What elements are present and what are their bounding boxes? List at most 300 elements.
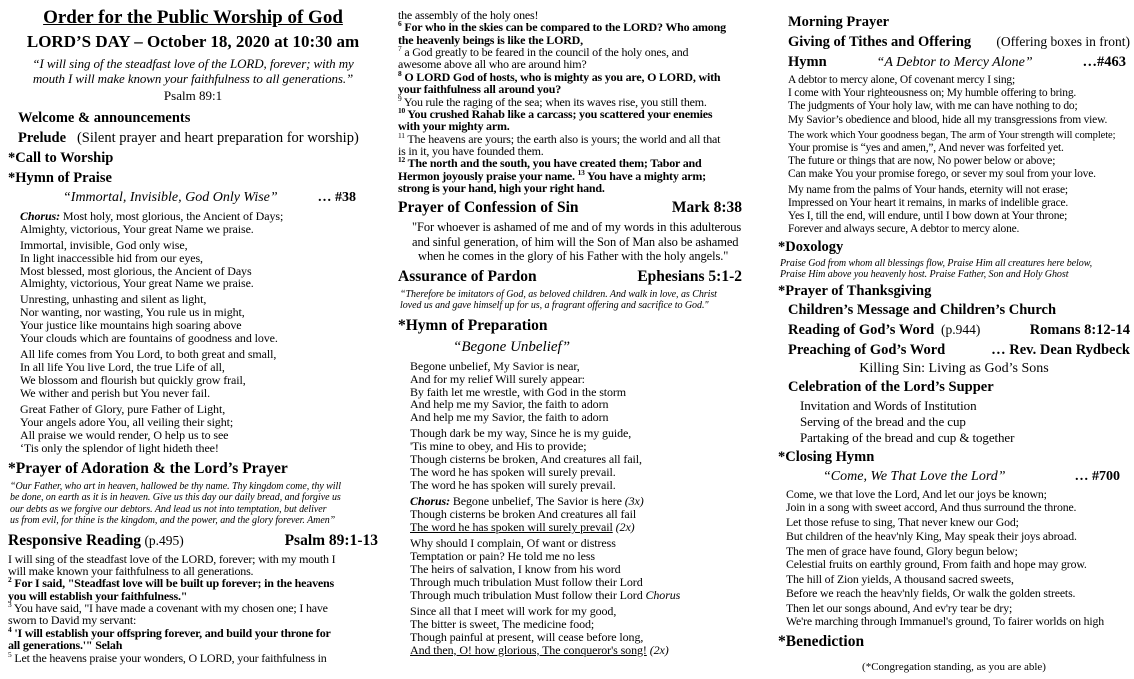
hymn-verse [778, 602, 1130, 628]
text-segment: (3x) [624, 494, 644, 509]
text-group [453, 339, 570, 355]
text-segment: Let the heavens praise your wonders, O LORD, your faithfulness in [11, 650, 327, 665]
doxology-text [778, 258, 1130, 281]
text-segment: All praise we would render, O help us to see [20, 427, 229, 442]
text-segment: Your justice like mountains high soaring above [20, 318, 242, 333]
text-group [8, 532, 184, 551]
text-line [786, 558, 1130, 571]
sermon-title [778, 361, 1130, 377]
text-segment: the assembly of the holy ones! [398, 8, 539, 22]
text-segment: 'Tis mine to obey, and His to provide; [410, 439, 587, 454]
text-group [778, 283, 931, 299]
text-segment: is in it, you have founded them. [398, 143, 544, 158]
text-group [823, 468, 1006, 486]
text-segment: I will sing of the steadfast love of the LORD, forever; with my mouth I [8, 551, 336, 566]
middle-column [398, 7, 780, 679]
hymn-verse [8, 239, 378, 291]
text-segment: Forever and always secure, A debtor to mercy alone. [788, 223, 1020, 236]
text-segment: be done, on earth as it is in heaven. Give us this day our daily bread, and forgive us [10, 492, 341, 504]
text-segment: Let those refuse to sing, That never knew our God; [786, 515, 1019, 530]
text-segment: 8 [398, 68, 402, 78]
text-segment: 13 [577, 167, 585, 177]
assurance-heading [398, 268, 780, 287]
text-line [800, 430, 1130, 446]
text-segment: Welcome & announcements [18, 109, 191, 126]
hymn-verse [778, 129, 1130, 182]
text-segment: Almighty, victorious, Your great Name we praise. [20, 221, 254, 236]
text-segment: Great Father of Glory, pure Father of Light, [20, 402, 226, 417]
text-segment: *Closing Hymn [778, 448, 875, 465]
text-group [18, 130, 359, 146]
text-segment: Children’s Message and Children’s Church [788, 302, 1057, 319]
reading-heading [778, 322, 1130, 340]
text-group [778, 239, 843, 255]
text-segment: Romans 8:12-14 [1029, 322, 1130, 339]
doc-title [8, 7, 378, 29]
text-segment: (p.944) [934, 322, 981, 338]
text-segment: We wither and perish but You never fail. [20, 386, 210, 401]
morning-prayer-heading [778, 14, 1130, 32]
text-segment: the heavenly beings is like the LORD, [398, 32, 583, 47]
text-line [410, 521, 780, 534]
text-segment: (*Congregation standing, as you are able) [862, 661, 1046, 674]
text-segment: Hermon joyously praise your name. [398, 168, 578, 183]
text-segment: “A Debtor to Mercy Alone” [876, 54, 1033, 70]
text-segment: Prelude [18, 129, 67, 146]
text-segment: Though cisterns be broken And creatures all fail [410, 507, 637, 522]
lords-supper-heading [778, 379, 1130, 397]
text-segment: (2x) [615, 520, 635, 535]
text-group [318, 189, 357, 207]
text-segment: …#463 [1082, 53, 1126, 70]
hymn-verse [778, 184, 1130, 237]
hymn-verse [398, 360, 780, 425]
text-segment: Morning Prayer [788, 14, 890, 30]
text-group [862, 661, 1046, 673]
text-line [20, 332, 378, 345]
lords-supper-items [778, 398, 1130, 446]
text-group [778, 449, 874, 465]
text-segment: Psalm 89:1 [163, 87, 223, 103]
text-line [786, 587, 1130, 600]
text-line [400, 300, 780, 312]
text-line [788, 168, 1130, 181]
text-segment: Killing Sin: Living as God’s Sons [859, 361, 1049, 377]
text-segment: The men of grace have found, Glory begun below; [786, 543, 1018, 558]
text-segment: your faithfulness all around you? [398, 82, 561, 97]
text-line [20, 442, 378, 455]
text-line [788, 87, 1130, 100]
text-segment: The word he has spoken will surely prevail. [410, 465, 616, 480]
text-line [780, 258, 1130, 270]
text-line [788, 155, 1130, 168]
text-line [10, 492, 378, 504]
text-segment: 6 [398, 19, 402, 29]
text-segment: I come with Your righteousness on; My humble offering to bring. [788, 87, 1077, 100]
text-line [788, 100, 1130, 113]
text-segment: Almighty, victorious, Your great Name we praise. [20, 276, 254, 291]
text-group [788, 379, 994, 395]
text-segment: with your mighty arm. [398, 119, 510, 134]
text-segment: Preaching of God’s Word [788, 342, 946, 359]
text-line [410, 589, 780, 602]
text-segment: Nor wanting, nor wasting, You rule us in might, [20, 305, 245, 320]
text-group [8, 460, 288, 477]
benediction-heading [778, 633, 1130, 652]
text-segment: (2x) [649, 642, 669, 657]
text-segment: Hymn [788, 53, 827, 70]
responsive-reading-heading [8, 532, 378, 551]
text-segment: Temptation or pain? He told me no less [410, 548, 595, 563]
text-segment: The hill of Zion yields, A thousand sacred sweets, [786, 572, 1014, 587]
text-line [788, 210, 1130, 223]
text-line [8, 71, 378, 86]
text-segment: Come, we that love the Lord, And let our joys be known; [786, 487, 1047, 502]
text-line [10, 504, 378, 516]
text-segment: … #38 [317, 189, 356, 205]
hymn-title-immortal-invisible [8, 189, 378, 207]
text-group [398, 199, 579, 218]
text-line [786, 615, 1130, 628]
text-line [800, 414, 1130, 430]
hymn-of-preparation-heading [398, 317, 780, 336]
text-segment: You have a mighty arm; [584, 168, 706, 183]
text-segment: Giving of Tithes and Offering [788, 33, 972, 50]
text-segment: awesome above all who are around him? [398, 57, 587, 72]
hymn-verse [778, 545, 1130, 571]
text-group [788, 342, 945, 360]
hymn-verse [778, 74, 1130, 127]
text-segment: For who in the skies can be compared to the LORD? Who among [401, 20, 726, 35]
text-group [8, 170, 112, 186]
text-segment: mouth I will make known your faithfulness to all generations.” [32, 71, 354, 87]
text-segment: Psalm 89:1-13 [284, 531, 378, 549]
hymn-verse [778, 573, 1130, 599]
text-segment: 9 [398, 93, 402, 103]
text-line [20, 277, 378, 290]
confession-text [398, 220, 780, 263]
hymn-verse [398, 427, 780, 492]
text-segment: Invitation and Words of Institution [800, 398, 977, 414]
text-segment: … #700 [1074, 468, 1120, 484]
text-segment: all generations.'" Selah [8, 638, 123, 653]
text-segment: The heavens are yours; the earth also is yours; the world and all that [404, 131, 721, 146]
text-group [788, 54, 827, 72]
text-group [827, 54, 1083, 72]
text-group [1075, 468, 1121, 486]
text-line [780, 269, 1130, 281]
text-segment: Though cisterns be broken, And creatures all fail, [410, 452, 642, 467]
text-segment: Reading of God’s Word [788, 322, 935, 339]
text-group [285, 532, 378, 551]
text-segment: Mark 8:38 [671, 199, 742, 217]
text-segment: All life comes from You Lord, to both great and small, [20, 347, 277, 362]
welcome-heading [8, 110, 378, 128]
text-group [398, 268, 537, 287]
text-segment: will make known your faithfulness to all generations. [8, 564, 254, 579]
text-segment: “I will sing of the steadfast love of the LORD, forever; with my [32, 56, 354, 71]
text-segment: The work which Your goodness began, The arm of Your strength will complete; [788, 129, 1116, 141]
text-segment: We blossom and flourish but quickly grow frail, [20, 373, 246, 388]
call-to-worship-heading [8, 150, 378, 168]
text-group [788, 14, 889, 30]
offering-heading [778, 34, 1130, 52]
text-segment: 10 [398, 105, 406, 115]
text-segment: 11 [398, 130, 405, 140]
text-segment: *Call to Worship [8, 149, 114, 166]
text-segment: The word he has spoken will surely prevail [410, 520, 613, 535]
text-segment: And help me my Savior, the faith to adorn [410, 410, 609, 425]
text-segment: Partaking of the bread and cup & together [800, 430, 1015, 446]
text-segment: Can make You your promise forego, or sever my soul from your love. [788, 168, 1096, 181]
text-line [788, 142, 1130, 155]
preaching-heading [778, 342, 1130, 360]
text-group [859, 361, 1048, 376]
text-segment: Though painful at present, will cease before long, [410, 629, 644, 644]
text-segment: For I said, "Steadfast love will be built up forever; in the heavens [11, 576, 334, 591]
text-segment: 2 [8, 575, 12, 585]
text-group [8, 150, 113, 166]
text-group [788, 322, 980, 340]
text-segment: sworn to David my servant: [8, 613, 137, 628]
text-segment: “Begone Unbelief” [453, 338, 571, 355]
prelude-heading [8, 130, 378, 148]
text-line [410, 479, 780, 492]
text-segment: Chorus: [20, 208, 60, 223]
text-segment: 5 [8, 649, 12, 659]
lords-prayer-text [8, 481, 378, 527]
text-segment: My Savior’s obedience and blood, hide all my transgressions from view. [788, 113, 1108, 126]
text-segment: Ephesians 5:1-2 [637, 268, 742, 286]
text-segment: *Prayer of Adoration & the Lord’s Prayer [8, 459, 288, 477]
text-segment: Then let our songs abound, And ev'ry tear be dry; [786, 600, 1013, 615]
text-segment: Your clouds which are fountains of goodness and love. [20, 331, 278, 346]
text-line [786, 530, 1130, 543]
text-segment: *Hymn of Preparation [398, 316, 548, 334]
doxology-heading [778, 239, 1130, 257]
text-line [788, 184, 1130, 197]
text-segment: *Hymn of Praise [8, 169, 112, 186]
text-line [8, 56, 378, 71]
text-segment: Begone unbelief, My Savior is near, [410, 358, 580, 373]
text-segment: Serving of the bread and the cup [800, 414, 966, 430]
text-segment: Though dark be my way, Since he is my guide, [410, 426, 632, 441]
text-line [788, 129, 1130, 142]
text-segment: 4 [8, 624, 12, 634]
text-segment: Through much tribulation Must follow their Lord [410, 574, 643, 589]
text-segment: “Our Father, who art in heaven, hallowed be thy name. Thy kingdom come, thy will [10, 480, 341, 492]
responsive-reading-continued [398, 9, 780, 194]
service-date [8, 32, 378, 52]
hymn-verse [8, 293, 378, 345]
text-segment: Most holy, most glorious, the Ancient of Days; [60, 208, 284, 223]
text-group [996, 34, 1130, 52]
text-segment: Your angels adore You, all veiling their sight; [20, 415, 234, 430]
text-group [18, 110, 190, 126]
hymn-title-begone-unbelief [398, 338, 780, 357]
hymn-title-come-we-that-love [778, 468, 1130, 486]
text-line [20, 223, 378, 236]
text-group [63, 189, 278, 207]
text-group [398, 317, 548, 334]
closing-hymn-heading [778, 449, 1130, 467]
text-segment: Chorus: [410, 494, 450, 509]
text-segment: (Offering boxes in front) [996, 33, 1130, 49]
text-segment: But children of the heav'nly King, May speak their joys abroad. [786, 528, 1077, 543]
text-line [20, 387, 378, 400]
hymn-verse [778, 488, 1130, 514]
standing-note [778, 661, 1130, 673]
responsive-reading-text [8, 553, 378, 664]
text-segment: Praise God from whom all blessings flow, Praise Him all creatures here below, [780, 257, 1093, 269]
thanksgiving-heading [778, 283, 1130, 301]
childrens-message-heading [778, 302, 1130, 320]
text-line [398, 182, 780, 194]
text-segment: O LORD God of hosts, who is mighty as you are, O LORD, with [401, 69, 721, 84]
text-segment: “Immortal, Invisible, God Only Wise” [63, 189, 278, 205]
text-segment: *Doxology [778, 238, 844, 255]
text-segment: Before we reach the heav'nly fields, Or walk the golden streets. [786, 585, 1076, 600]
text-group [27, 32, 359, 51]
text-segment: The heirs of salvation, I know from his word [410, 561, 621, 576]
text-line [412, 220, 780, 234]
text-group [778, 633, 864, 650]
text-group [1030, 322, 1130, 340]
text-segment: when he comes in the glory of his Father with the holy angels." [412, 248, 729, 263]
text-line [10, 515, 378, 527]
text-segment: 'I will establish your offspring forever, and build your throne for [11, 625, 331, 640]
text-segment: "For whoever is ashamed of me and of my words in this adulterous [412, 220, 742, 235]
text-segment: Assurance of Pardon [398, 268, 537, 286]
text-segment: and sinful generation, of him will the Son of Man also be ashamed [412, 234, 739, 249]
text-group [788, 302, 1056, 318]
text-group [637, 268, 742, 287]
hymn-chorus [398, 495, 780, 534]
text-segment: 12 [398, 155, 406, 165]
text-segment: Celebration of the Lord’s Supper [788, 379, 994, 396]
text-segment: Your promise is “yes and amen,”, And never was forfeited yet. [788, 142, 1064, 154]
text-segment: “Come, We That Love the Lord” [823, 468, 1006, 484]
text-group [672, 199, 742, 218]
text-segment: The judgments of Your holy law, with me can have nothing to do; [788, 100, 1078, 113]
text-segment: Join in a song with sweet accord, And thus surround the throne. [786, 500, 1077, 515]
text-segment: In all life You live Lord, the true Life of all, [20, 360, 225, 375]
epigraph [8, 56, 378, 87]
text-line [788, 197, 1130, 210]
text-segment: ‘Tis only the splendor of light hideth thee! [20, 440, 219, 455]
text-segment: 3 [8, 600, 12, 610]
text-segment: In light inaccessible hid from our eyes, [20, 250, 203, 265]
text-segment: 7 [398, 44, 402, 54]
text-segment: The bitter is sweet, The medicine food; [410, 616, 595, 631]
hymn-chorus [8, 210, 378, 236]
text-segment: You crushed Rahab like a carcass; you scattered your enemies [405, 106, 713, 121]
text-line [788, 74, 1130, 87]
text-segment: you will establish your faithfulness." [8, 588, 188, 603]
text-segment: our debts as we forgive our debtors. And lead us not into temptation, but deliver [10, 503, 327, 515]
text-segment: strong is your hand, high your right hand. [398, 181, 605, 196]
hymn-verse [398, 537, 780, 602]
text-segment: The word he has spoken will surely prevail. [410, 478, 616, 493]
text-line [400, 289, 780, 301]
text-line [800, 398, 1130, 414]
text-segment: A debtor to mercy alone, Of covenant mercy I sing; [788, 73, 1015, 86]
text-line [788, 114, 1130, 127]
text-segment: Responsive Reading [8, 531, 142, 549]
text-segment: … Rev. Dean Rydbeck [991, 342, 1130, 359]
text-line [788, 223, 1130, 236]
epigraph-ref [8, 88, 378, 104]
text-segment: Unresting, unhasting and silent as light, [20, 292, 207, 307]
text-segment: Since all that I meet will work for my good, [410, 603, 617, 618]
text-group [788, 34, 971, 52]
text-segment: LORD’S DAY – October 18, 2020 at 10:30 am [26, 32, 360, 51]
text-segment: Impressed on Your heart it remains, in marks of indelible grace. [788, 196, 1069, 209]
left-column [8, 7, 378, 679]
text-line [8, 649, 378, 665]
text-line [412, 235, 780, 249]
text-segment: And then, O! how glorious, The conqueror's song! [410, 642, 647, 657]
hymn-verse [398, 605, 780, 657]
text-segment: Celestial fruits on earthly ground, From faith and hope may grow. [786, 557, 1087, 572]
text-line [10, 481, 378, 493]
text-segment: Through much tribulation Must follow their Lord [410, 587, 646, 602]
text-segment: Most blessed, most glorious, the Ancient of Days [20, 263, 252, 278]
text-group [1083, 54, 1127, 72]
hymn-verse [8, 403, 378, 455]
prayer-of-adoration-heading [8, 460, 378, 479]
text-segment: Immortal, invisible, God only wise, [20, 237, 188, 252]
text-segment: Yes I, till the end, will endure, until I bow down at Your throne; [788, 210, 1068, 223]
hymn-of-praise-heading [8, 170, 378, 188]
text-segment: Begone unbelief, The Savior is here [450, 494, 625, 509]
text-segment: Why should I complain, Of want or distress [410, 536, 616, 550]
text-segment: (Silent prayer and heart preparation for worship) [66, 129, 359, 146]
text-segment: Praise Him above you heavenly host. Praise Father, Son and Holy Ghost [780, 269, 1069, 280]
text-group [43, 7, 343, 28]
text-segment: *Benediction [778, 633, 865, 651]
text-segment: We're marching through Immanuel's ground, To fairer worlds on high [786, 613, 1105, 628]
text-segment: *Prayer of Thanksgiving [778, 282, 932, 299]
text-segment: You rule the raging of the sea; when its waves rise, you still them. [401, 94, 707, 109]
text-segment: My name from the palms of Your hands, eternity will not erase; [788, 183, 1068, 196]
text-segment: Chorus [645, 587, 681, 602]
text-segment: The future or things that are now, No power below or above; [788, 155, 1056, 168]
text-segment: us from evil, for thine is the kingdom, and the power, and the glory forever. Amen” [10, 515, 336, 527]
text-group [164, 88, 222, 103]
text-line [786, 501, 1130, 514]
right-column [778, 7, 1130, 679]
text-group [991, 342, 1130, 360]
text-segment: loved us and gave himself up for us, a fragrant offering and sacrifice to God." [400, 300, 709, 312]
text-segment: “Therefore be imitators of God, as beloved children. And walk in love, as Christ [400, 288, 717, 300]
text-segment: And help me my Savior, the faith to adorn [410, 397, 609, 412]
text-segment: Prayer of Confession of Sin [398, 199, 579, 217]
text-segment: a God greatly to be feared in the council of the holy ones, and [401, 45, 689, 60]
hymn-heading [778, 54, 1130, 72]
text-line [412, 249, 780, 263]
assurance-text [398, 289, 780, 312]
text-segment: You have said, "I have made a covenant with my chosen one; I have [11, 601, 328, 616]
text-segment: (p.495) [141, 532, 184, 548]
text-segment: The north and the south, you have created them; Tabor and [405, 156, 702, 171]
text-segment: And for my relief Will surely appear: [410, 371, 585, 386]
text-segment: Order for the Public Worship of God [43, 7, 343, 28]
hymn-verse [8, 348, 378, 400]
hymn-verse [778, 516, 1130, 542]
text-segment: By faith let me wrestle, with God in the storm [410, 384, 627, 399]
text-line [410, 411, 780, 424]
